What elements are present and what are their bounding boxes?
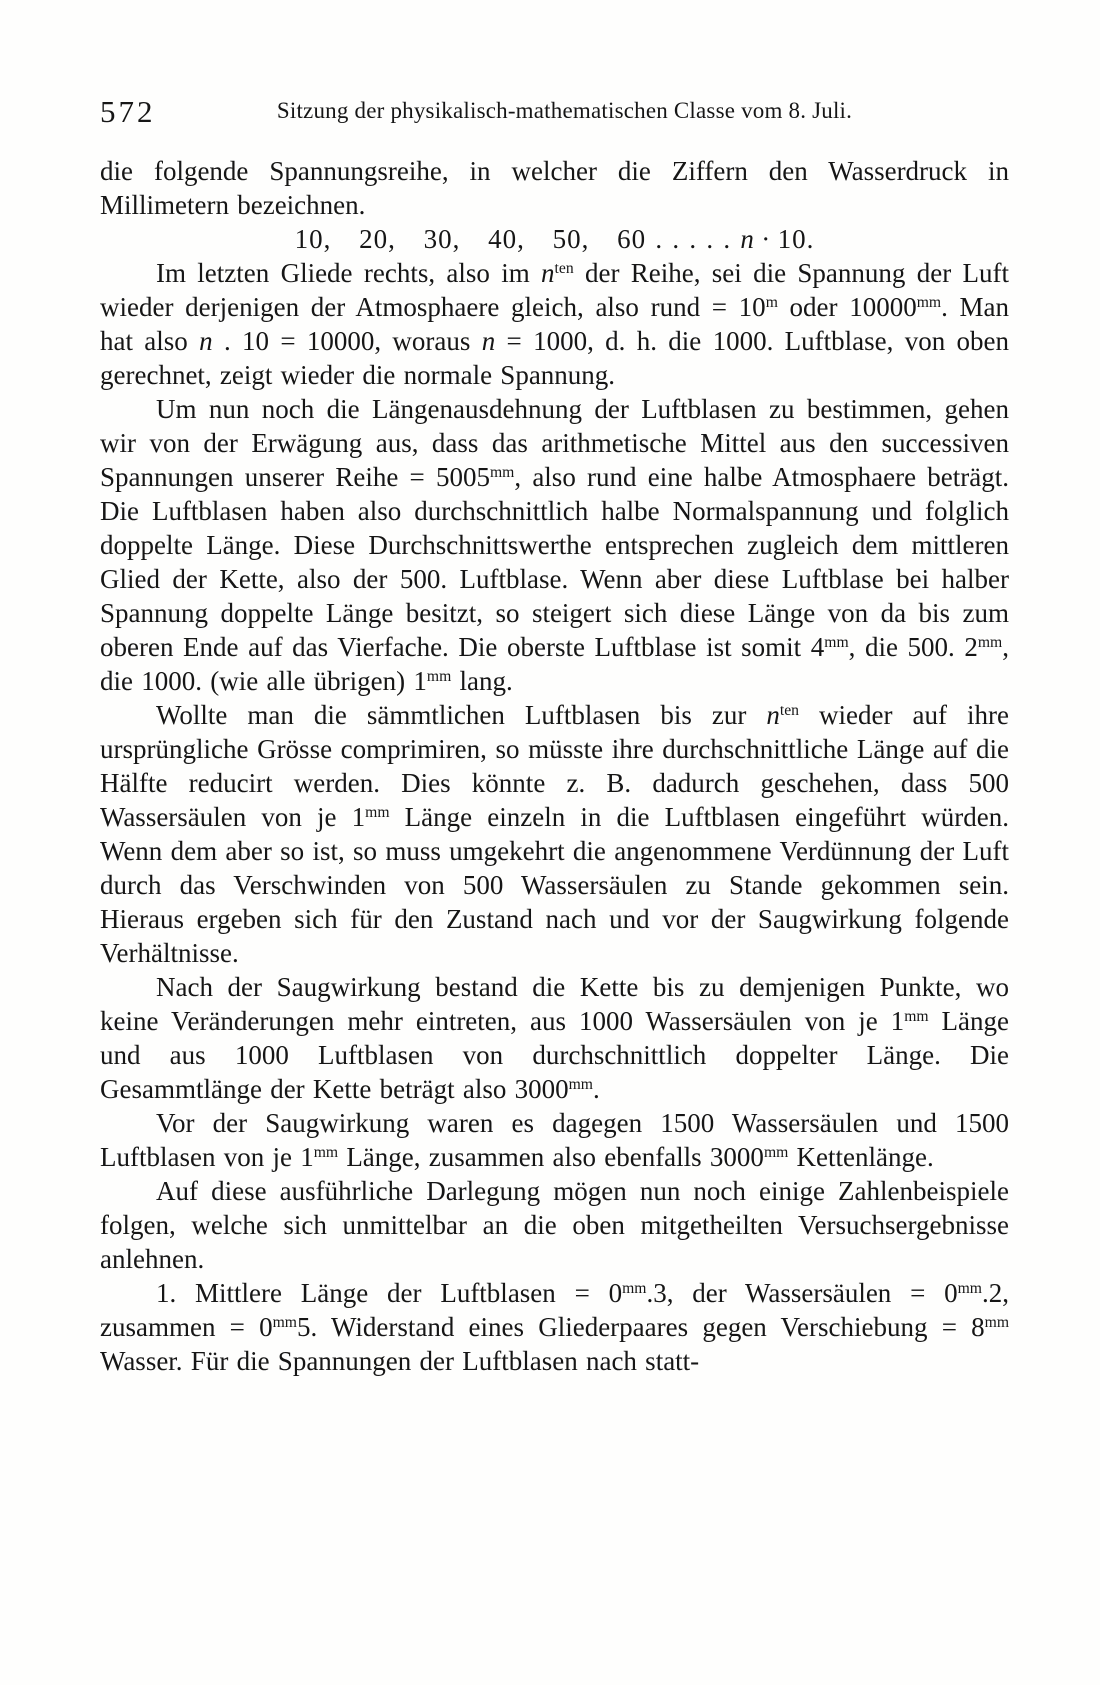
paragraph: Vor der Saugwirkung waren es dagegen 1500 Wassersäulen und 1500 Luftblasen von je $1^{mm}$ Länge, zusammen also ebenfalls $3000^{mm}$ Kettenlänge. — [100, 1108, 1009, 1172]
paragraph: Nach der Saugwirkung bestand die Kette bis zu demjenigen Punkte, wo keine Veränderungen mehr eintreten, aus 1000 Wassersäulen von je $1^{mm}$ Länge und aus 1000 Luftblasen von durchschnittlich doppelter Länge. Die Gesammtlänge der Kette beträgt also $3000^{mm}$. — [100, 972, 1009, 1104]
paragraph-intro: die folgende Spannungsreihe, in welcher die Ziffern den Wasserdruck in Millimetern bezeichnen. — [100, 156, 1009, 220]
paragraph: 1. Mittlere Länge der Luftblasen = $0^{mm}.3$, der Wassersäulen = $0^{mm}.2$, zusammen = $0^{mm}5$. Widerstand eines Gliederpaares gegen Verschiebung = $8^{mm}$ Wasser. Für die Spannungen der Luftblasen nach statt- — [100, 1278, 1009, 1376]
paragraph: Auf diese ausführliche Darlegung mögen nun noch einige Zahlenbeispiele folgen, welche sich unmittelbar an die oben mitgetheilten Versuchsergebnisse anlehnen. — [100, 1176, 1009, 1274]
paragraph: Im letzten Gliede rechts, also im $n^{ten}$ der Reihe, sei die Spannung der Luft wieder derjenigen der Atmosphaere gleich, also rund = $10^m$ oder $10000^{mm}$. Man hat also n . 10 = 10000, woraus n = 1000, d. h. die 1000. Luftblase, von oben gerechnet, zeigt wieder die normale Spannung. — [100, 258, 1009, 390]
paragraph: Wollte man die sämmtlichen Luftblasen bis zur $n^{ten}$ wieder auf ihre ursprüngliche Grösse comprimiren, so müsste ihre durchschnittliche Länge auf die Hälfte reducirt werden. Dies könnte z. B. dadurch geschehen, dass 500 Wassersäulen von je $1^{mm}$ Länge einzeln in die Luftblasen eingeführt würden. Wenn dem aber so ist, so muss umgekehrt die angenommene Verdünnung der Luft durch das Verschwinden von 500 Wassersäulen zu Stande gekommen sein. Hieraus ergeben sich für den Zustand nach und vor der Saugwirkung folgende Verhältnisse. — [100, 700, 1009, 968]
paragraph: Um nun noch die Längenausdehnung der Luftblasen zu bestimmen, gehen wir von der Erwägung aus, dass das arithmetische Mittel aus den successiven Spannungen unserer Reihe = $5005^{mm}$, also rund eine halbe Atmosphaere beträgt. Die Luftblasen haben also durchschnittlich halbe Normalspannung und folglich doppelte Länge. Diese Durchschnittswerthe entsprechen zugleich dem mittleren Glied der Kette, also der 500. Luftblase. Wenn aber diese Luftblase bei halber Spannung doppelte Länge besitzt, so steigert sich diese Länge von da bis zum oberen Ende auf das Vierfache. Die oberste Luftblase ist somit $4^{mm}$, die 500. $2^{mm}$, die 1000. (wie alle übrigen) $1^{mm}$ lang. — [100, 394, 1009, 696]
page-number: 572 — [100, 94, 156, 129]
running-head: Sitzung der physikalisch-mathematischen Classe vom 8. Juli. — [276, 98, 853, 123]
page-body — [100, 154, 1009, 1378]
series-line: 10, 20, 30, 40, 50, 60 . . . . . n · 10. — [294, 224, 815, 254]
page-header — [100, 94, 1009, 132]
